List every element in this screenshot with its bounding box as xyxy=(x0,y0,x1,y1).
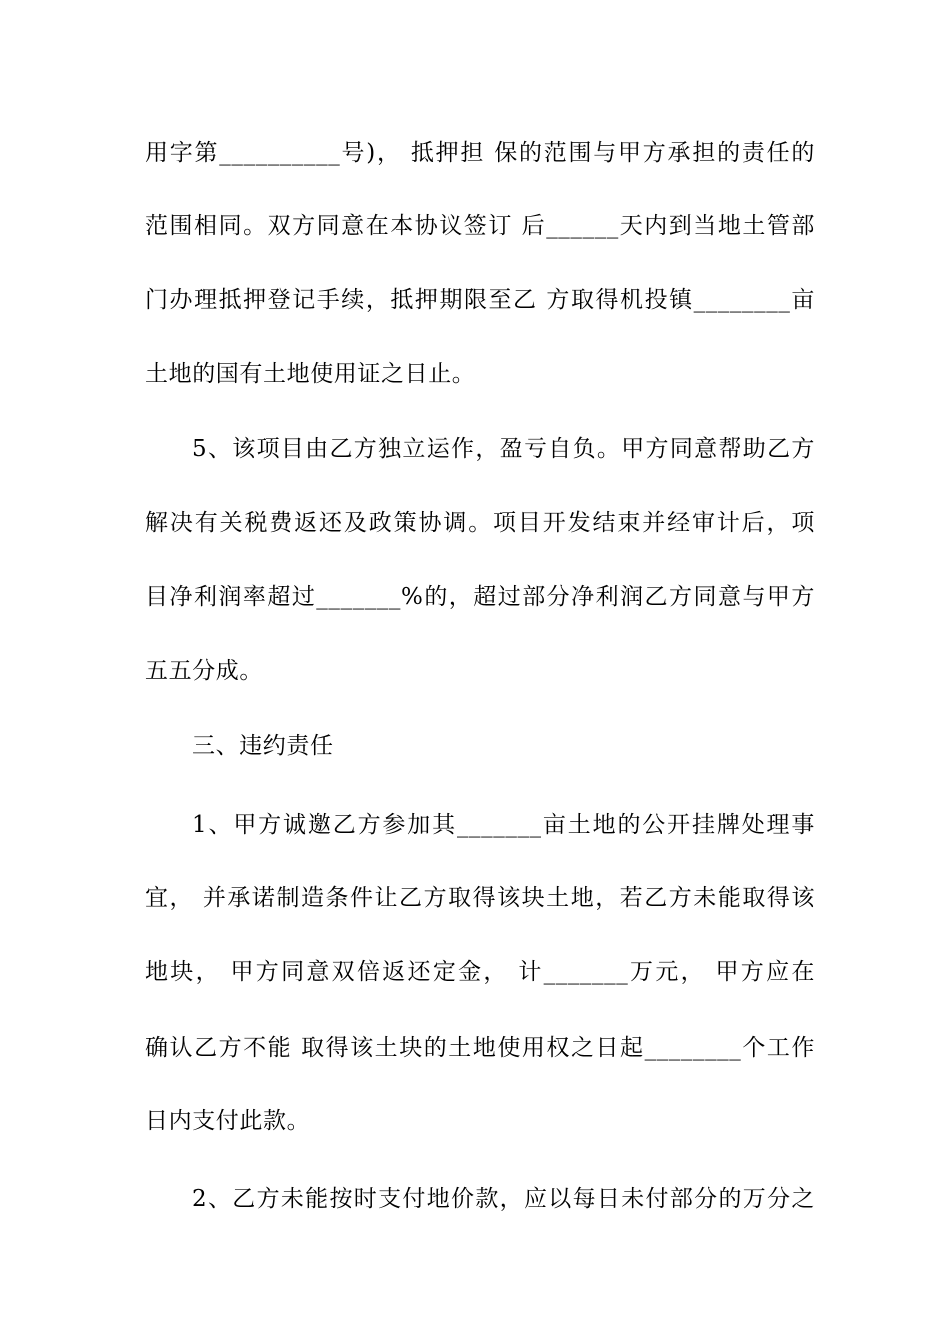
text-line: 日内支付此款。 xyxy=(145,1108,311,1134)
text-line: 解决有关税费返还及政策协调。项目开发结束并经审计后，项 xyxy=(145,510,815,536)
text-line: 确认乙方不能 取得该土块的土地使用权之日起________个工作 xyxy=(145,1035,815,1061)
text-line: 用字第__________号)， 抵押担 保的范围与甲方承担的责任的 xyxy=(145,140,815,166)
text-line: 土地的国有土地使用证之日止。 xyxy=(145,361,476,387)
text-line: 五五分成。 xyxy=(145,658,263,684)
text-line: 5、该项目由乙方独立运作，盈亏自负。甲方同意帮助乙方 xyxy=(192,436,815,462)
text-line: 宜， 并承诺制造条件让乙方取得该块土地，若乙方未能取得该 xyxy=(145,885,815,911)
section-heading: 三、违约责任 xyxy=(192,733,334,759)
text-line: 1、甲方诚邀乙方参加其_______亩土地的公开挂牌处理事 xyxy=(192,812,815,838)
text-line: 范围相同。双方同意在本协议签订 后______天内到当地土管部 xyxy=(145,213,815,239)
text-line: 地块， 甲方同意双倍返还定金， 计_______万元， 甲方应在 xyxy=(145,959,815,985)
text-line: 目净利润率超过_______%的，超过部分净利润乙方同意与甲方 xyxy=(145,584,815,610)
text-line: 2、乙方未能按时支付地价款，应以每日未付部分的万分之 xyxy=(192,1186,815,1212)
text-line: 门办理抵押登记手续，抵押期限至乙 方取得机投镇________亩 xyxy=(145,287,815,313)
